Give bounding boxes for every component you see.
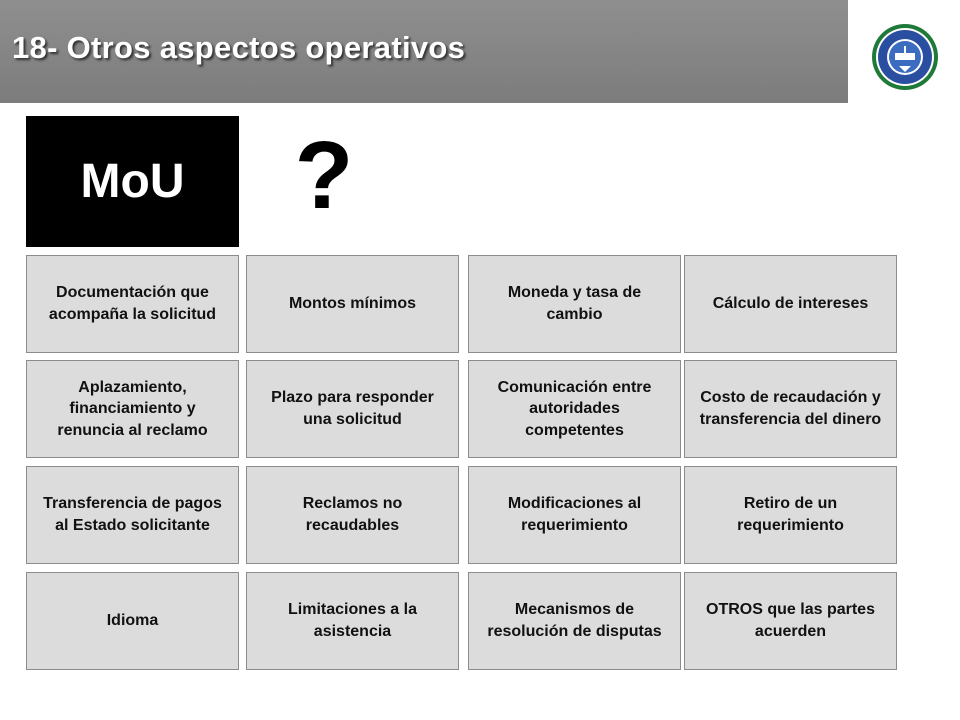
topic-label: Cálculo de intereses [712,295,869,313]
topic-box [468,466,681,564]
topic-box [684,360,897,458]
topic-box [26,466,239,564]
topic-label: Costo de recaudación y transferencia del dinero [699,389,882,428]
topic-label: Idioma [106,612,159,630]
topic-box [246,466,459,564]
topic-label: Plazo para responder una solicitud [271,389,434,428]
topic-label: Moneda y tasa de cambio [507,284,642,323]
topic-box [684,466,897,564]
topic-label: Reclamos no recaudables [302,495,403,534]
topic-label: Transferencia de pagos al Estado solicitante [43,495,222,534]
topic-box [26,360,239,458]
topic-box [684,572,897,670]
topic-label: Comunicación entre autoridades competentes [497,378,652,439]
topic-box [468,255,681,353]
topic-box [246,255,459,353]
topic-box [468,360,681,458]
topic-box [26,255,239,353]
topic-label: OTROS que las partes acuerden [706,601,875,640]
question-mark: ? [294,122,354,229]
topic-label: Aplazamiento, financiamiento y renuncia al reclamo [57,378,208,439]
slide-title: 18- Otros aspectos operativos [12,30,466,65]
topic-label: Limitaciones a la asistencia [288,601,417,640]
topic-label: Mecanismos de resolución de disputas [487,601,662,640]
topic-label: Documentación que acompaña la solicitud [48,284,217,323]
topic-box [684,255,897,353]
topic-box [26,572,239,670]
mou-label-box: MoU [26,116,239,247]
topic-box [468,572,681,670]
topic-label: Retiro de un requerimiento [737,495,844,534]
topic-label: Modificaciones al requerimiento [507,495,642,534]
topic-box [246,572,459,670]
topic-label: Montos mínimos [288,295,417,313]
topic-box [246,360,459,458]
